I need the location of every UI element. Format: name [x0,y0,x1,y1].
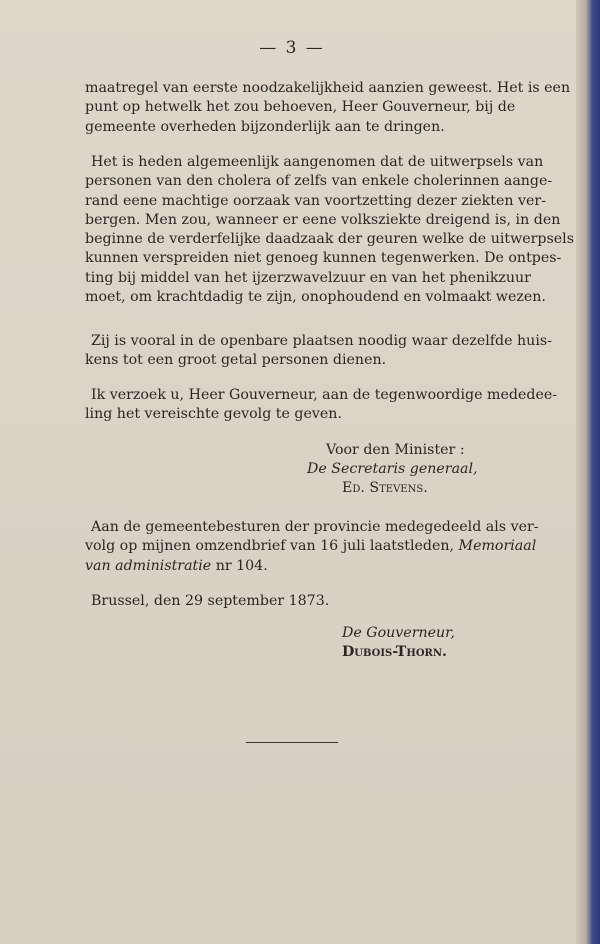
place-date: Brussel, den 29 september 1873. [91,593,330,609]
text-line [85,557,510,576]
text-line: ling het vereischte gevolg te geven. [85,406,342,423]
paragraph-4 [85,386,558,425]
text-line [85,537,537,556]
signature-secretary-name: Ed. Stevens. [342,480,428,496]
paragraph-1 [85,79,571,137]
text-line: personen van den cholera of zelfs van enkele cholerinnen aange- [85,173,553,190]
text-line: kunnen verspreiden niet genoeg kunnen tegenwerken. De ontpes- [85,250,562,267]
signature-minister-line: Voor den Minister : [326,442,465,458]
text-line: rand eene machtige oorzaak van voortzetting dezer ziekten ver- [85,192,547,209]
text-line: beginne de verderfelijke daadzaak der geuren welke de uitwerpsels [85,231,574,248]
text-line: Ik verzoek u, Heer Gouverneur, aan de tegenwoordige mededee- [91,387,558,403]
paragraph-2 [85,153,574,307]
signature-secretary-title: De Secretaris generaal, [307,461,478,477]
text-line: gemeente overheden bijzonderlijk aan te dringen. [85,118,445,135]
page-edge [576,0,600,944]
text-line: Zij is vooral in de openbare plaatsen noodig waar dezelfde huis- [91,333,552,349]
text-line: ting bij middel van het ijzerzwavelzuur en van het phenikzuur [85,269,531,286]
signature-governor-name: Dubois-Thorn. [342,644,447,660]
closing-rule [246,742,338,743]
signature-governor-title: De Gouverneur, [342,625,455,641]
text-line: moet, om krachtdadig te zijn, onophoudend en volmaakt wezen. [85,289,546,306]
text-line: Aan de gemeentebesturen der provincie medegedeeld als ver- [91,519,539,535]
text-line: Het is heden algemeenlijk aangenomen dat de uitwerpsels van [91,154,544,170]
italic-reference: Memoriaal [458,538,537,555]
page-number: — 3 — [259,38,325,58]
italic-reference: van administratie [85,557,212,574]
text-line: kens tot een groot getal personen dienen. [85,352,387,369]
text-segment: nr 104. [211,557,268,574]
communication-paragraph [85,518,539,576]
text-segment: volg op mijnen omzendbrief van 16 juli laatstleden, [85,538,459,555]
text-line: bergen. Men zou, wanneer er eene volksziekte dreigend is, in den [85,211,561,228]
text-line: punt op hetwelk het zou behoeven, Heer Gouverneur, bij de [85,99,516,116]
text-line: maatregel van eerste noodzakelijkheid aanzien geweest. Het is een [85,80,571,96]
paragraph-3 [85,332,552,371]
